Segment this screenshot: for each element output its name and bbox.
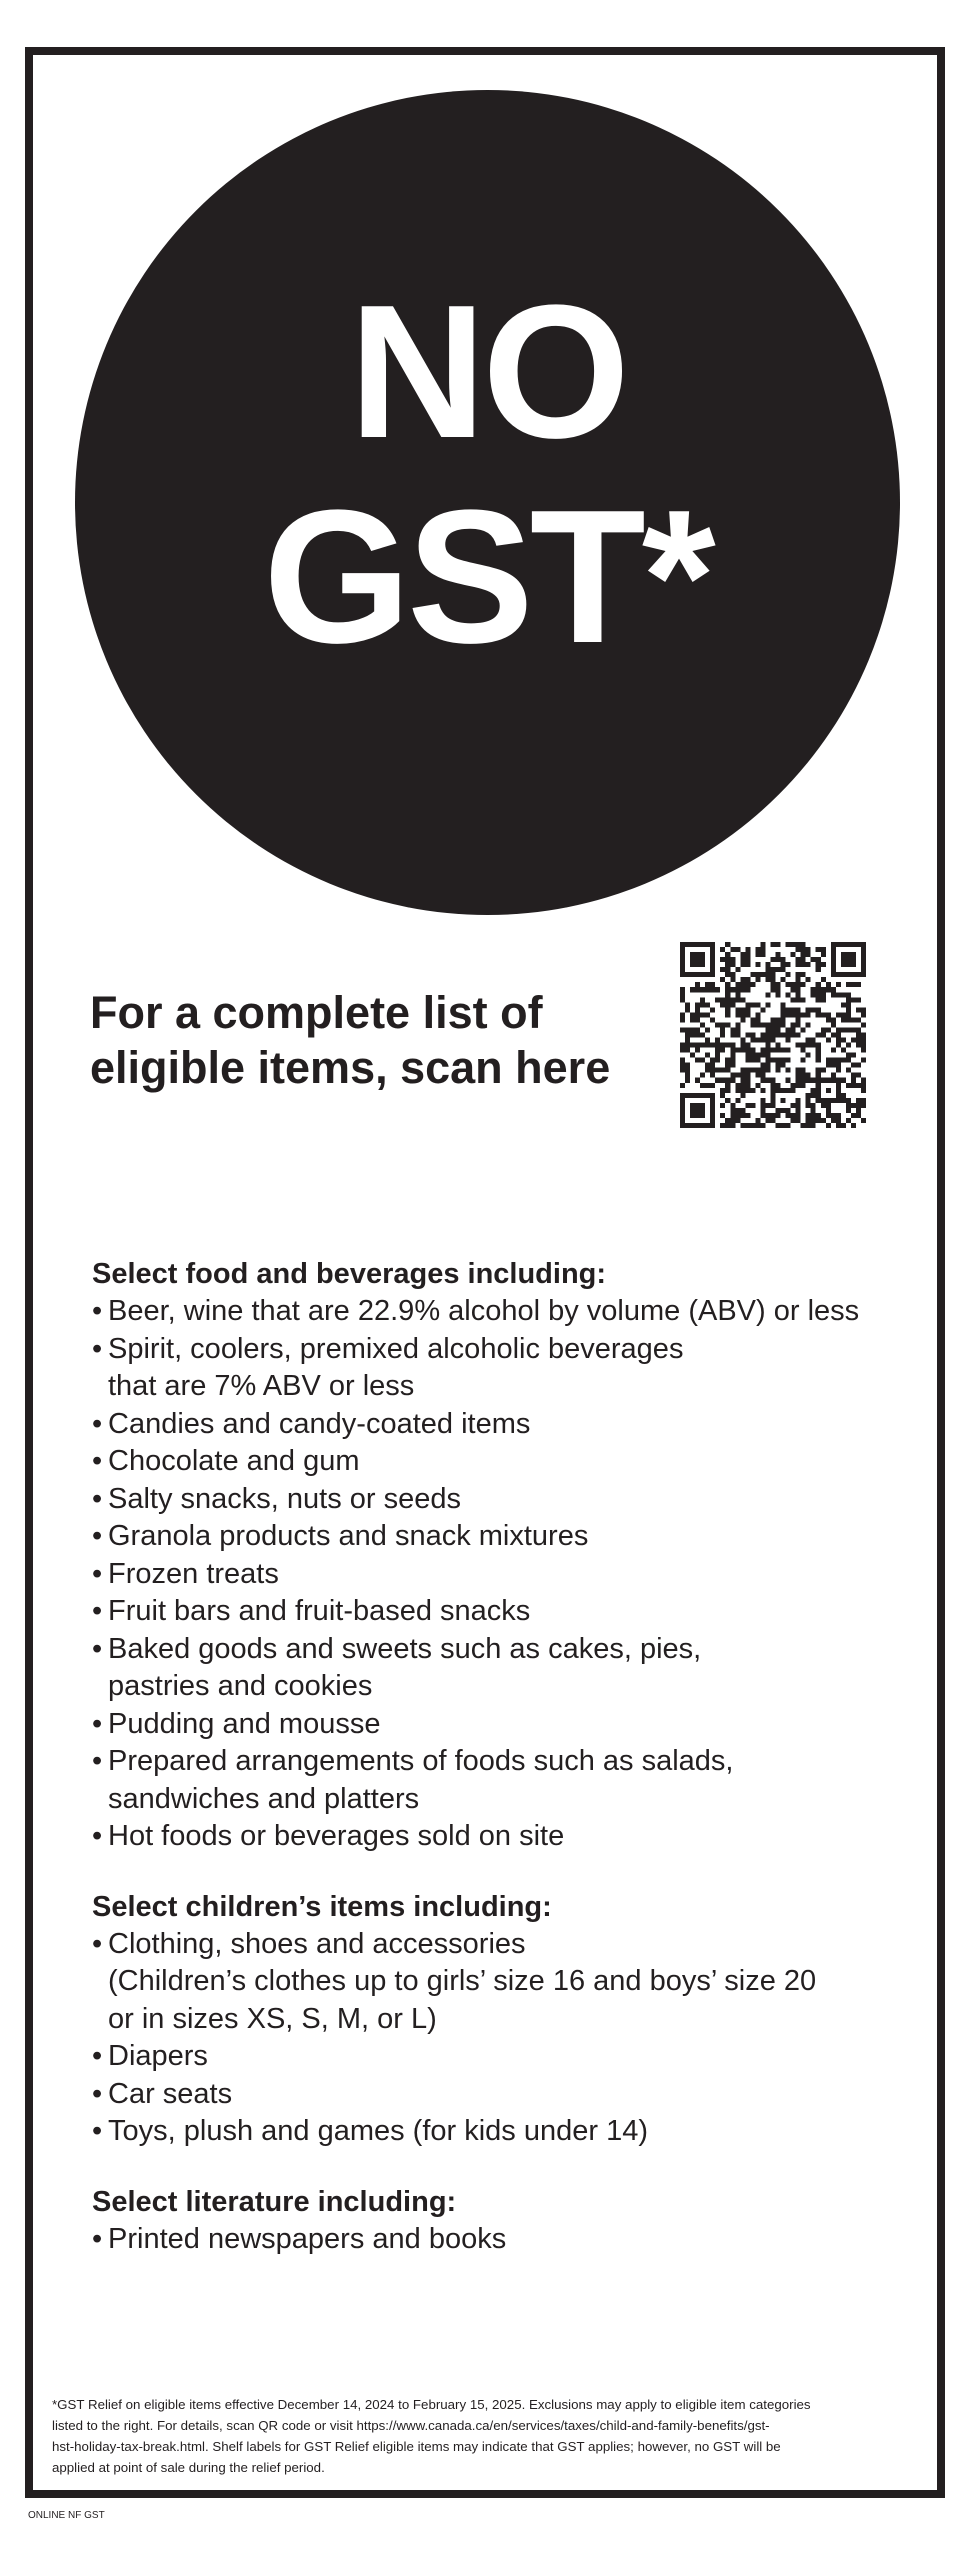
list-item-text: Salty snacks, nuts or seeds [108, 1482, 461, 1515]
footnote-line: applied at point of sale during the relief period. [52, 2460, 325, 2475]
bullet-icon: • [92, 1632, 103, 1665]
bullet-icon: • [92, 1407, 103, 1440]
footnote-line: hst-holiday-tax-break.html. Shelf labels for GST Relief eligible items may indicate that GST applies; however, no GST will be [52, 2439, 781, 2454]
scan-prompt-line-1: For a complete list of [90, 987, 543, 1038]
list-item-text: Hot foods or beverages sold on site [108, 1820, 565, 1852]
list-item-text: Spirit, coolers, premixed alcoholic beverages [108, 1332, 684, 1365]
list-item-text: Granola products and snack mixtures [108, 1520, 589, 1552]
scan-prompt [90, 985, 650, 1095]
list-item [92, 1443, 912, 1481]
section-0 [92, 1255, 912, 1856]
list-item-text: pastries and cookies [108, 1670, 373, 1702]
list-item [92, 1926, 912, 2039]
qr-code-icon[interactable] [680, 942, 866, 1128]
list-item [92, 1481, 912, 1519]
bullet-icon: • [92, 1595, 103, 1627]
footnote-line: *GST Relief on eligible items effective December 14, 2024 to February 15, 2025. Exclusions may apply to eligible item categories [52, 2397, 811, 2412]
footnote-line: listed to the right. For details, scan QR code or visit https://www.canada.ca/en/services/taxes/child-and-family-benefits/gst- [52, 2418, 770, 2433]
list-item [92, 2113, 912, 2151]
bullet-icon: • [92, 1745, 103, 1777]
bullet-icon: • [92, 1927, 103, 1960]
list-item-text: Toys, plush and games (for kids under 14) [108, 2115, 648, 2147]
bullet-icon: • [92, 2115, 103, 2147]
list-item-text: Beer, wine that are 22.9% alcohol by volume (ABV) or less [108, 1295, 860, 1327]
section-title: Select literature including: [92, 2185, 457, 2218]
list-item-text: Chocolate and gum [108, 1445, 360, 1477]
list-item [92, 1518, 912, 1556]
bullet-icon: • [92, 2077, 103, 2110]
bullet-icon: • [92, 1820, 103, 1852]
list-item-text: Printed newspapers and books [108, 2222, 507, 2255]
list-item-text: Pudding and mousse [108, 1707, 381, 1740]
bullet-icon: • [92, 1445, 103, 1477]
list-item [92, 2221, 912, 2259]
list-item [92, 1706, 912, 1744]
scan-prompt-line-2: eligible items, scan here [90, 1042, 611, 1093]
headline [75, 266, 900, 683]
list-item-text: that are 7% ABV or less [108, 1370, 415, 1402]
section-1 [92, 1888, 912, 2151]
headline-line-2: GST* [263, 471, 712, 683]
list-item [92, 1293, 912, 1331]
list-item-text: Prepared arrangements of foods such as salads, [108, 1745, 734, 1777]
list-item-text: Clothing, shoes and accessories [108, 1927, 526, 1960]
list-item-text: Car seats [108, 2077, 233, 2110]
bullet-icon: • [92, 2222, 103, 2255]
list-item-text: (Children’s clothes up to girls’ size 16 and boys’ size 20 [108, 1965, 817, 1997]
list-item [92, 1331, 912, 1406]
section-2 [92, 2183, 912, 2259]
list-item-text: or in sizes XS, S, M, or L) [108, 2002, 437, 2035]
list-item [92, 1818, 912, 1856]
bottom-code: ONLINE NF GST [28, 2510, 105, 2521]
list-item [92, 2076, 912, 2114]
list-item-text: Diapers [108, 2040, 208, 2072]
list-item-text: Fruit bars and fruit-based snacks [108, 1595, 531, 1627]
bullet-icon: • [92, 1295, 103, 1327]
bullet-icon: • [92, 2040, 103, 2072]
bullet-icon: • [92, 1707, 103, 1740]
list-item [92, 1631, 912, 1706]
bullet-icon: • [92, 1520, 103, 1552]
list-item [92, 1406, 912, 1444]
bullet-icon: • [92, 1332, 103, 1365]
section-title: Select children’s items including: [92, 1890, 552, 1923]
list-item [92, 1743, 912, 1818]
list-item [92, 2038, 912, 2076]
headline-line-1: NO [349, 266, 626, 478]
eligible-items [92, 1255, 912, 2290]
list-item-text: sandwiches and platters [108, 1782, 420, 1815]
list-item-text: Baked goods and sweets such as cakes, pies, [108, 1632, 702, 1665]
bullet-icon: • [92, 1482, 103, 1515]
footnote [52, 2394, 922, 2478]
list-item [92, 1593, 912, 1631]
list-item [92, 1556, 912, 1594]
bullet-icon: • [92, 1557, 103, 1590]
section-title: Select food and beverages including: [92, 1258, 607, 1290]
list-item-text: Candies and candy-coated items [108, 1407, 531, 1440]
list-item-text: Frozen treats [108, 1557, 279, 1590]
